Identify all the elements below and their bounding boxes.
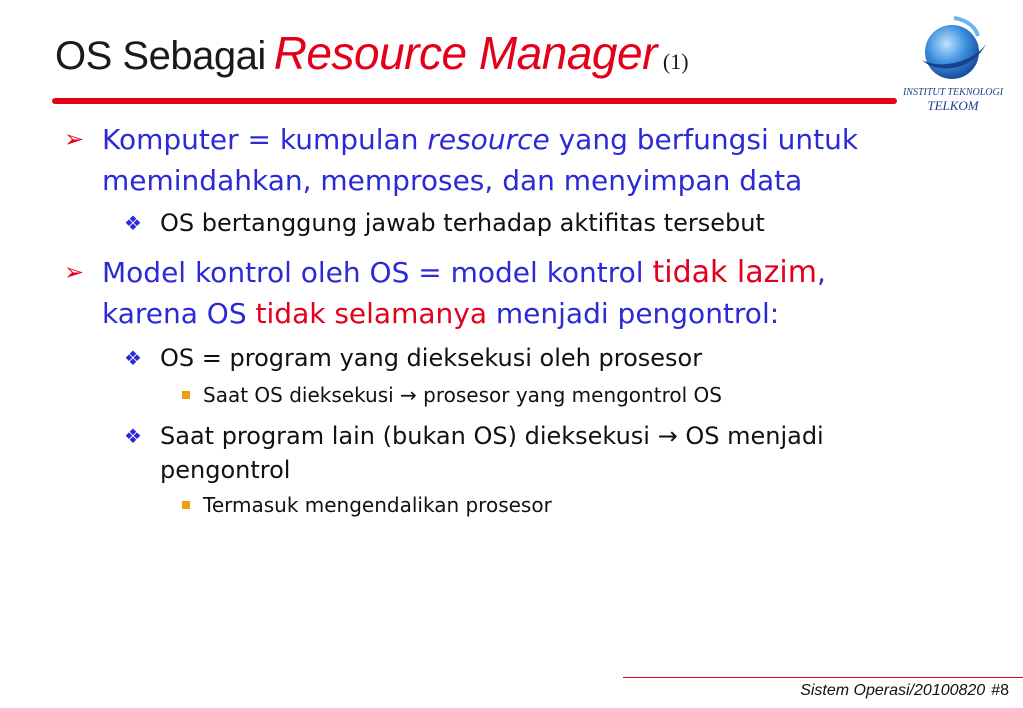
bullet-1-line2: memindahkan, memproses, dan menyimpan data — [102, 164, 803, 197]
bullet-2-sub-1-item-text: Saat OS dieksekusi → prosesor yang mengontrol OS — [203, 383, 722, 407]
page-number: #8 — [991, 682, 1009, 699]
title-emphasis: Resource Manager — [273, 27, 657, 79]
footer-text: Sistem Operasi/20100820 — [800, 682, 986, 699]
square-bullet-icon — [182, 391, 190, 399]
logo-line2: TELKOM — [927, 98, 979, 113]
bullet-2-sub-2-line1: Saat program lain (bukan OS) dieksekusi → OS menjadi — [160, 422, 824, 450]
bullet-2-comma: , — [816, 256, 826, 289]
title-main: OS Sebagai — [55, 34, 266, 78]
square-bullet-icon — [182, 501, 190, 509]
bullet-2-sub-2-line2: pengontrol — [160, 456, 291, 484]
bullet-2-sub-2-item — [203, 491, 552, 519]
bullet-2-sub-2-item-text: Termasuk mengendalikan prosesor — [203, 493, 552, 517]
title-number: (1) — [662, 49, 689, 74]
bullet-2-sub-1 — [124, 341, 980, 375]
bullet-2-sub-1-item — [203, 381, 722, 409]
bullet-1-text-post: yang berfungsi untuk — [549, 123, 859, 156]
bullet-1-text-pre: Komputer = kumpulan — [102, 123, 428, 156]
diamond-bullet-icon: ❖ — [124, 211, 142, 235]
bullet-1-sub-1 — [124, 206, 980, 240]
bullet-2-red-2: tidak selamanya — [255, 297, 487, 330]
logo-line1: INSTITUT TEKNOLOGI — [902, 87, 1004, 98]
diamond-bullet-icon: ❖ — [124, 424, 142, 448]
footer — [800, 682, 1009, 700]
footer-rule — [623, 677, 1023, 678]
arrow-bullet-icon: ➢ — [64, 125, 85, 153]
bullet-1-text-em: resource — [427, 123, 550, 156]
bullet-2-text-pre: Model kontrol oleh OS = model kontrol — [102, 256, 653, 289]
diamond-bullet-icon: ❖ — [124, 346, 142, 370]
bullet-2-sub-1-text: OS = program yang dieksekusi oleh prosesor — [160, 344, 703, 372]
bullet-2-red-1: tidak lazim — [652, 255, 817, 290]
bullet-2-line2-pre: karena OS — [102, 297, 256, 330]
bullet-2-line2-post: menjadi pengontrol: — [487, 297, 780, 330]
bullet-1-sub-1-text: OS bertanggung jawab terhadap aktifitas tersebut — [160, 209, 765, 237]
bullet-2-sub-2 — [124, 419, 980, 487]
bullet-2 — [64, 252, 1002, 334]
arrow-bullet-icon: ➢ — [64, 258, 85, 286]
bullet-1 — [64, 119, 1002, 201]
